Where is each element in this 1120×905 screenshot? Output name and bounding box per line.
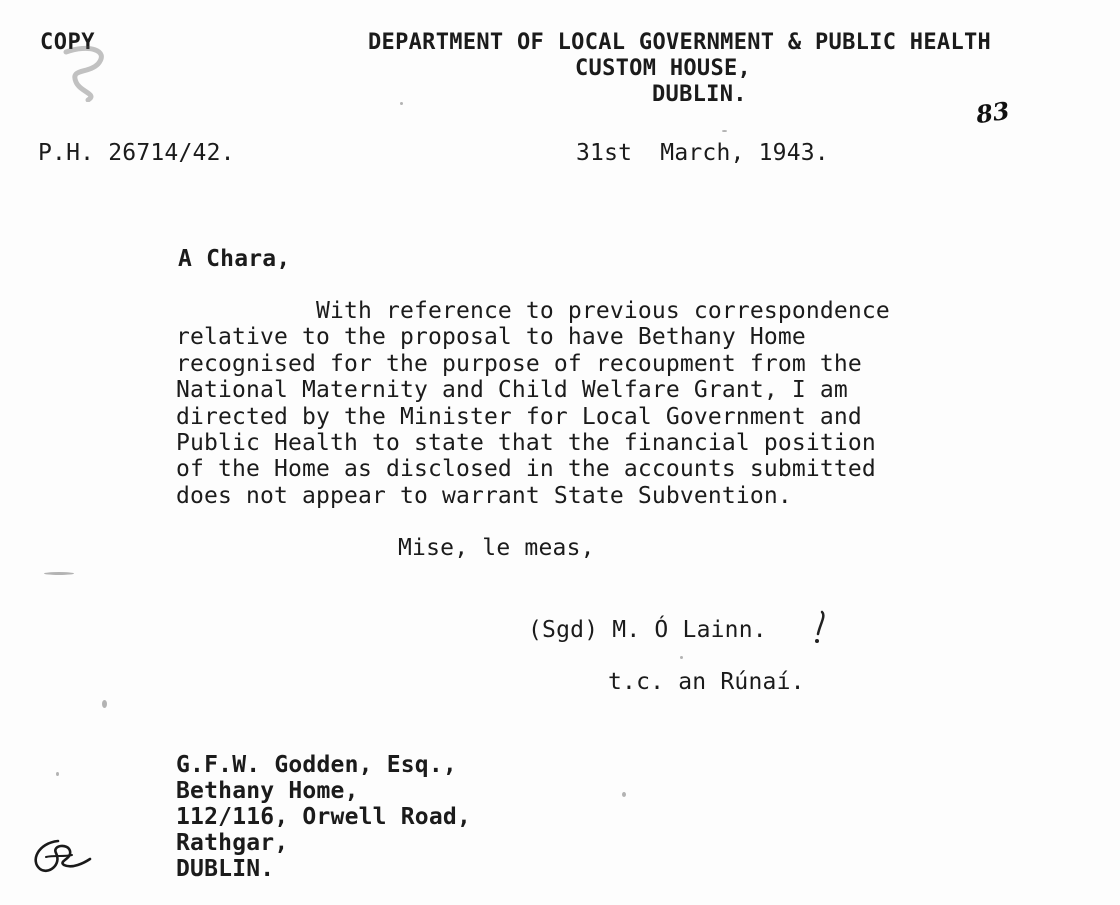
scan-speck <box>622 792 626 797</box>
body-line: National Maternity and Child Welfare Grant, I am <box>176 377 848 404</box>
reference-number: P.H. 26714/42. <box>38 140 235 166</box>
letter-body <box>176 298 890 509</box>
body-line: relative to the proposal to have Bethany Home <box>176 324 806 351</box>
handwritten-tick-mark <box>812 610 828 646</box>
address-line: Bethany Home, <box>176 778 359 804</box>
copy-stamp-smudge <box>58 42 118 102</box>
heading-city: DUBLIN. <box>652 82 747 107</box>
salutation: A Chara, <box>178 246 291 272</box>
heading-custom-house: CUSTOM HOUSE, <box>575 56 752 81</box>
body-line: does not appear to warrant State Subvention. <box>176 482 792 509</box>
recipient-address <box>176 752 471 882</box>
body-line: directed by the Minister for Local Government and <box>176 403 862 430</box>
scan-speck <box>56 772 59 776</box>
address-line: 112/116, Orwell Road, <box>176 804 471 830</box>
letter-date: 31st March, 1943. <box>576 140 829 166</box>
scan-speck <box>44 572 74 575</box>
body-line: With reference to previous correspondence <box>176 298 890 324</box>
address-line: DUBLIN. <box>176 856 275 882</box>
address-line: Rathgar, <box>176 830 289 856</box>
body-line: Public Health to state that the financial position <box>176 430 876 457</box>
body-line: of the Home as disclosed in the accounts submitted <box>176 456 876 483</box>
heading-department: DEPARTMENT OF LOCAL GOVERNMENT & PUBLIC HEALTH <box>368 30 992 55</box>
copy-mark: COPY <box>40 30 95 55</box>
scan-speck <box>102 700 107 708</box>
body-line: recognised for the purpose of recoupment from the <box>176 350 862 377</box>
scan-speck <box>680 656 683 659</box>
closing: Mise, le meas, <box>398 535 595 561</box>
address-line: G.F.W. Godden, Esq., <box>176 752 457 778</box>
signatory-title: t.c. an Rúnaí. <box>608 669 805 695</box>
handwritten-page-number: 83 <box>974 95 1012 130</box>
signature-line: (Sgd) M. Ó Lainn. <box>528 617 767 643</box>
scan-speck <box>722 130 727 132</box>
department-heading <box>360 30 1100 108</box>
handwritten-initial-mark <box>28 835 92 879</box>
